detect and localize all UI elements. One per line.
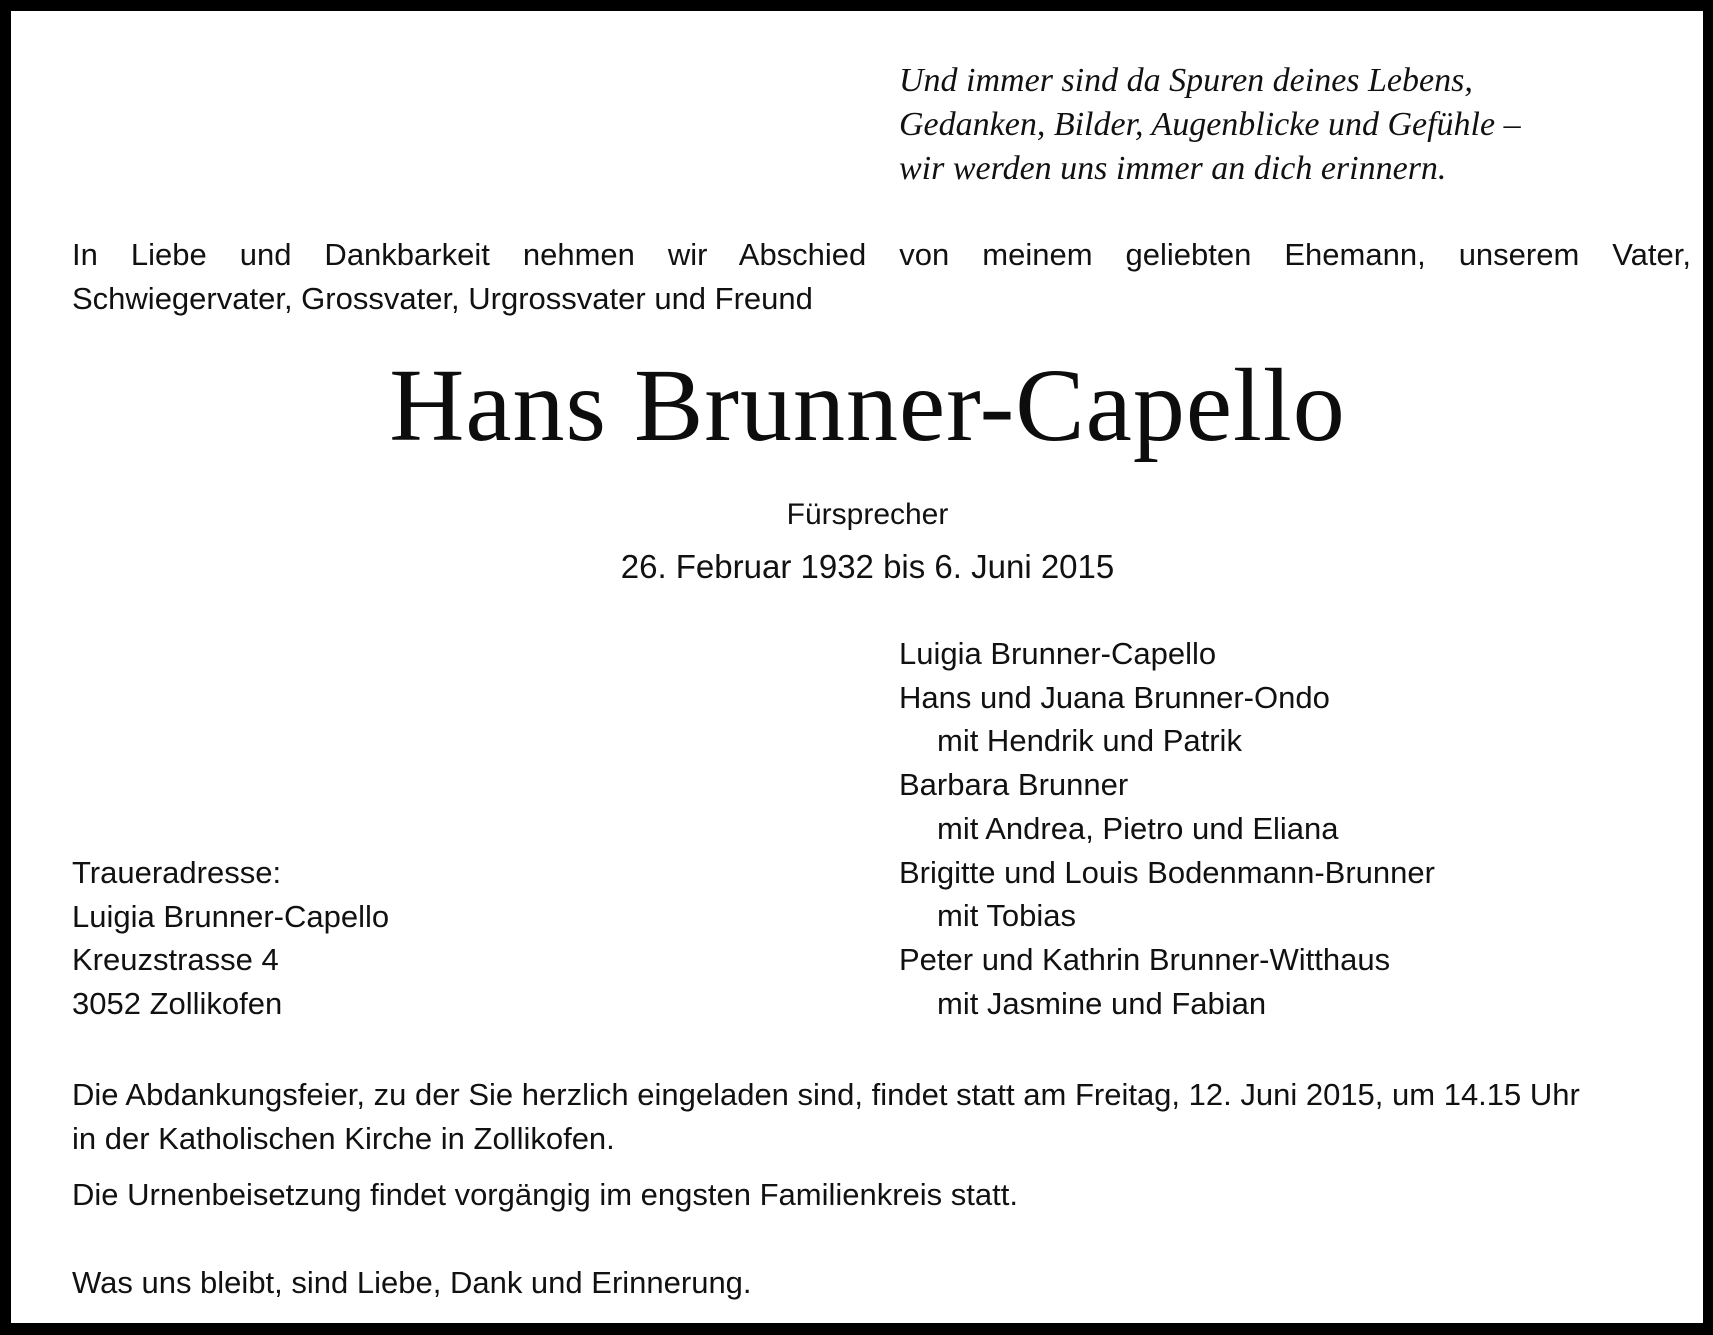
address-label: Traueradresse: [72, 855, 282, 890]
intro-text [72, 233, 1691, 321]
poem-line: Gedanken, Bilder, Augenblicke und Gefühle – [899, 106, 1521, 143]
intro-line-2: Schwiegervater, Grossvater, Urgrossvater und Freund [72, 281, 813, 316]
intro-line-1: In Liebe und Dankbarkeit nehmen wir Abschied von meinem geliebten Ehemann, unserem Vater, [72, 237, 1691, 272]
ceremony-line-2: in der Katholischen Kirche in Zollikofen. [72, 1121, 615, 1156]
poem [899, 59, 1521, 191]
ceremony-line-1: Die Abdankungsfeier, zu der Sie herzlich eingeladen sind, findet statt am Freitag, 12. Juni 2015, um 14.15 Uhr [72, 1077, 1580, 1112]
family-member-children: mit Andrea, Pietro und Eliana [937, 810, 1339, 846]
family-member-children: mit Jasmine und Fabian [937, 985, 1267, 1021]
address-name: Luigia Brunner-Capello [72, 898, 390, 934]
address-street: Kreuzstrasse 4 [72, 942, 279, 978]
mourning-address [72, 851, 389, 1026]
deceased-dates: 26. Februar 1932 bis 6. Juni 2015 [620, 548, 1115, 585]
family-member: Peter und Kathrin Brunner-Witthaus [899, 941, 1391, 977]
deceased-title: Fürsprecher [786, 498, 949, 531]
family-member: Brigitte und Louis Bodenmann-Brunner [899, 854, 1435, 890]
poem-line: wir werden uns immer an dich erinnern. [899, 150, 1447, 187]
address-city: 3052 Zollikofen [72, 986, 283, 1022]
deceased-name: Hans Brunner-Capello [389, 348, 1346, 463]
closing-text: Was uns bleibt, sind Liebe, Dank und Erinnerung. [72, 1265, 752, 1300]
family-member: Barbara Brunner [899, 767, 1129, 803]
urn-burial-text: Die Urnenbeisetzung findet vorgängig im engsten Familienkreis statt. [72, 1177, 1018, 1212]
family-member: Luigia Brunner-Capello [899, 636, 1217, 671]
poem-line: Und immer sind da Spuren deines Lebens, [899, 62, 1473, 99]
family-member: Hans und Juana Brunner-Ondo [899, 679, 1330, 715]
family-member-children: mit Hendrik und Patrik [937, 723, 1242, 759]
family-member-children: mit Tobias [937, 898, 1076, 934]
ceremony-text [72, 1073, 1672, 1161]
family-list [899, 632, 1435, 1025]
